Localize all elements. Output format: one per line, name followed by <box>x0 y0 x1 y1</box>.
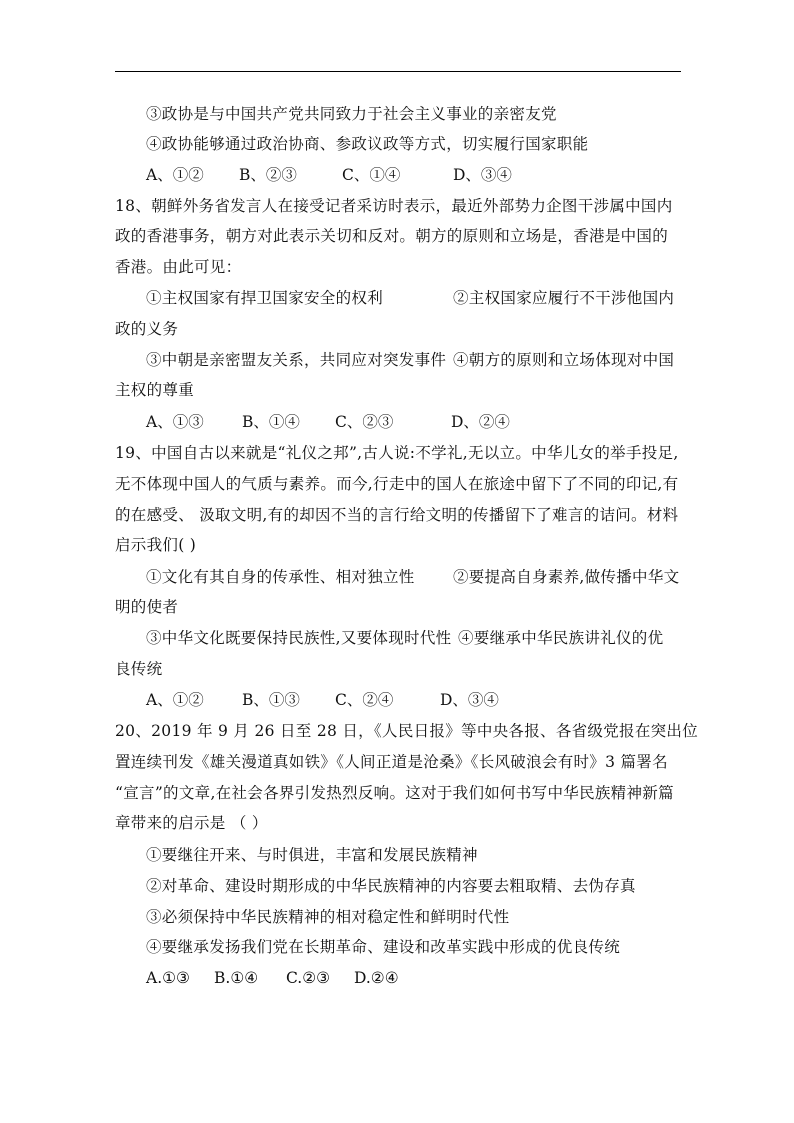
q20-item-1: ①要继往开来、与时俱进，丰富和发展民族精神 <box>146 846 478 864</box>
q19-item-2: ②要提高自身素养,做传播中华文 <box>453 568 680 586</box>
q20-option-b: B.①④ <box>214 969 259 987</box>
q20-item-3: ③必须保持中华民族精神的相对稳定性和鲜明时代性 <box>146 908 510 926</box>
q20-option-a: A.①③ <box>146 969 190 987</box>
q18-item-3: ③中朝是亲密盟友关系，共同应对突发事件 <box>146 351 447 369</box>
q20-option-d: D.②④ <box>354 969 399 987</box>
q18-stem-line-2: 政的香港事务，朝方对此表示关切和反对。朝方的原则和立场是，香港是中国的 <box>115 227 669 245</box>
q19-option-c: C、②④ <box>335 691 394 709</box>
q18-option-a: A、①③ <box>146 413 204 431</box>
q20-option-c: C.②③ <box>286 969 331 987</box>
q17-item-3: ③政协是与中国共产党共同致力于社会主义事业的亲密友党 <box>146 105 557 123</box>
q19-stem-line-4: 启示我们( ) <box>115 536 197 554</box>
q18-stem-line-3: 香港。由此可见： <box>115 258 242 276</box>
q20-stem-line-2: 置连续刊发《雄关漫道真如铁》《人间正道是沧桑》《长风破浪会有时》3 篇署名 <box>115 753 668 771</box>
q19-stem-line-3: 的在感受、 汲取文明,有的却因不当的言行给文明的传播留下了难言的诘问。材料 <box>115 506 679 524</box>
q20-stem-line-3: “宣言”的文章,在社会各界引发热烈反响。这对于我们如何书写中华民族精神新篇 <box>115 784 674 802</box>
q17-option-b: B、②③ <box>239 166 297 184</box>
q20-item-2: ②对革命、建设时期形成的中华民族精神的内容要去粗取精、去伪存真 <box>146 877 636 895</box>
q18-item-4-cont: 主权的尊重 <box>115 381 195 399</box>
q18-item-4: ④朝方的原则和立场体现对中国 <box>453 351 675 369</box>
q18-option-c: C、②③ <box>335 413 394 431</box>
q18-option-b: B、①④ <box>242 413 300 431</box>
q19-item-4-cont: 良传统 <box>115 660 163 678</box>
q18-item-2-cont: 政的义务 <box>115 320 179 338</box>
q19-option-d: D、③④ <box>440 691 499 709</box>
q19-option-b: B、①③ <box>242 691 300 709</box>
q20-stem-line-4: 章带来的启示是 （ ） <box>115 814 268 832</box>
q18-item-2: ②主权国家应履行不干涉他国内 <box>453 289 675 307</box>
q19-item-2-cont: 明的使者 <box>115 598 179 616</box>
q17-item-4: ④政协能够通过政治协商、参政议政等方式，切实履行国家职能 <box>146 135 589 153</box>
q19-item-4: ④要继承中华民族讲礼仪的优 <box>458 629 664 647</box>
q19-stem-line-1: 19、中国自古以来就是“礼仪之邦”,古人说:不学礼,无以立。中华儿女的举手投足, <box>115 444 679 462</box>
q20-stem-line-1: 20、2019 年 9 月 26 日至 28 日，《人民日报》等中央各报、各省级党报在突出位 <box>115 722 699 740</box>
q18-option-d: D、②④ <box>451 413 510 431</box>
q20-item-4: ④要继承发扬我们党在长期革命、建设和改革实践中形成的优良传统 <box>146 938 621 956</box>
q19-item-1: ①文化有其自身的传承性、相对独立性 <box>146 568 415 586</box>
q19-item-3: ③中华文化既要保持民族性,又要体现时代性 <box>146 629 452 647</box>
q18-stem-line-1: 18、朝鲜外务省发言人在接受记者采访时表示，最近外部势力企图干涉属中国内 <box>115 197 673 215</box>
q19-option-a: A、①② <box>146 691 204 709</box>
q17-option-d: D、③④ <box>453 166 512 184</box>
header-rule <box>115 71 681 72</box>
q17-option-c: C、①④ <box>342 166 401 184</box>
q17-option-a: A、①② <box>146 166 204 184</box>
q19-stem-line-2: 无不体现中国人的气质与素养。而今,行走中的国人在旅途中留下了不同的印记,有 <box>115 475 679 493</box>
q18-item-1: ①主权国家有捍卫国家安全的权利 <box>146 289 384 307</box>
